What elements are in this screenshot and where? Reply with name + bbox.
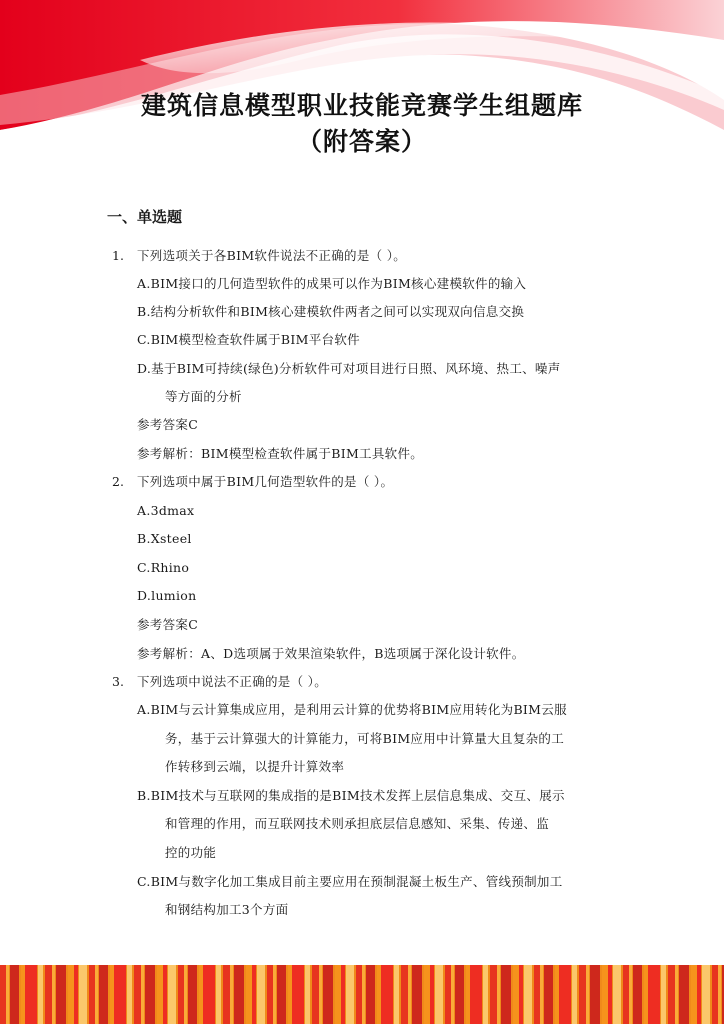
option-b-continued-2: 控的功能 — [165, 845, 217, 860]
option-a: A.BIM与云计算集成应用，是利用云计算的优势将BIM应用转化为BIM云服 — [137, 702, 567, 717]
option-c-continued: 和钢结构加工3个方面 — [165, 902, 289, 917]
analysis: 参考解析：A、D选项属于效果渲染软件，B选项属于深化设计软件。 — [137, 646, 525, 661]
option-b: B.结构分析软件和BIM核心建模软件两者之间可以实现双向信息交换 — [137, 304, 525, 319]
option-b-continued: 和管理的作用，而互联网技术则承担底层信息感知、采集、传递、监 — [165, 816, 550, 831]
analysis: 参考解析：BIM模型检查软件属于BIM工具软件。 — [137, 446, 424, 461]
document-title — [0, 88, 724, 160]
option-d: D.lumion — [137, 588, 197, 603]
question-number: 2. — [112, 474, 124, 489]
option-c: C.BIM与数字化加工集成目前主要应用在预制混凝土板生产、管线预制加工 — [137, 874, 563, 889]
question-stem: 下列选项中属于BIM几何造型软件的是（ ）。 — [137, 474, 394, 489]
option-a: A.3dmax — [137, 503, 195, 518]
title-line-1: 建筑信息模型职业技能竞赛学生组题库 — [140, 91, 583, 120]
option-d: D.基于BIM可持续(绿色)分析软件可对项目进行日照、风环境、热工、噪声 — [137, 361, 561, 376]
footer-stripe-art — [0, 965, 724, 1024]
option-b: B.BIM技术与互联网的集成指的是BIM技术发挥上层信息集成、交互、展示 — [137, 788, 565, 803]
option-c: C.Rhino — [137, 560, 190, 575]
question-number: 3. — [112, 674, 124, 689]
option-d-continued: 等方面的分析 — [165, 389, 242, 404]
option-a-continued-2: 作转移到云端，以提升计算效率 — [165, 759, 345, 774]
question-stem: 下列选项中说法不正确的是（ ）。 — [137, 674, 328, 689]
section-heading: 一、单选题 — [107, 208, 183, 226]
option-b: B.Xsteel — [137, 531, 192, 546]
answer: 参考答案C — [137, 617, 199, 632]
option-c: C.BIM模型检查软件属于BIM平台软件 — [137, 332, 360, 347]
question-stem: 下列选项关于各BIM软件说法不正确的是（ ）。 — [137, 248, 407, 263]
question-number: 1. — [112, 248, 124, 263]
title-line-2: （附答案） — [296, 127, 427, 156]
answer: 参考答案C — [137, 417, 199, 432]
option-a: A.BIM接口的几何造型软件的成果可以作为BIM核心建模软件的输入 — [137, 276, 527, 291]
option-a-continued: 务，基于云计算强大的计算能力，可将BIM应用中计算量大且复杂的工 — [165, 731, 565, 746]
